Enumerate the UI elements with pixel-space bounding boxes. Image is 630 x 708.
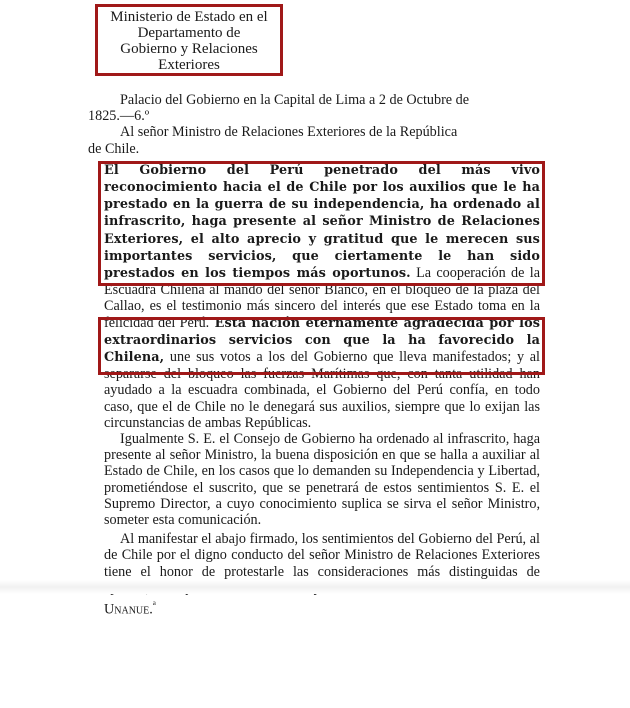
highlighted-text-2: Esta nación eternamente agradecida por los extraordinarios servicios con que la ha favorecido la Chilena, — [104, 315, 541, 366]
signature-mark: ᵃ — [152, 597, 157, 612]
header-line: Departamento de — [137, 25, 241, 41]
date-text: Palacio del Gobierno en la Capital de Lima a 2 de Octubre de — [120, 92, 470, 108]
address-text-2: de Chile. — [88, 140, 140, 157]
paragraph-2: Igualmente S. E. el Consejo de Gobierno ha ordenado al infrascrito, haga presente al señor Ministro, la buena disposición en que se halla a auxiliar al Estado de Chile, en los casos que lo demanden su Independencia y Libertad, prometiéndose el suscrito, que se penetrará de estos sentimientos S. E. el Supremo Director, a cuyo conocimiento suplica se sirva el señor Ministro, someter esta comunicación. — [104, 431, 540, 529]
highlighted-text: El Gobierno del Perú penetrado del más vivo reconocimiento hacia el de Chile por los auxilios que le ha prestado en la guerra de su independencia, ha ordenado al infrascrito, haga presente al señor Ministro de Relaciones Exteriores, el alto aprecio y gratitud que le merecen sus importantes servicios, que ciertamente le han sido prestados en los tiempos más oportunos. — [104, 162, 540, 282]
address-line — [88, 124, 540, 157]
header-line: Gobierno y Relaciones — [120, 41, 258, 57]
letter-body — [88, 92, 541, 618]
ministry-header-box — [95, 4, 283, 76]
address-text: Al señor Ministro de Relaciones Exteriores de la República — [120, 124, 458, 141]
scan-fold-shadow — [0, 580, 630, 594]
paragraph-text-2: une sus votos a los del Gobierno que lleva manifestados; y al separarse del bloqueo las fuerzas Marítimas que, con tanta utilidad han ayudado a la escuadra combinada, el Gobierno del Perú confía, en todo caso, que el de Chile no le denegará sus auxilios, siempre que lo exijan las circunstancias de ambas Repúblicas. — [104, 349, 540, 431]
paragraph-text-3: Al manifestar el abajo firmado, los sentimientos del Gobierno del Perú, al de Chile por el digno conducto del señor Ministro de Relaciones Exteriores tiene el honor de protestarle las consideraciones más distinguidas de — [104, 531, 540, 580]
paragraph-1 — [104, 162, 540, 431]
header-line: Ministerio de Estado en el — [110, 9, 268, 25]
date-line — [88, 92, 540, 125]
header-line: Exteriores — [158, 57, 220, 73]
date-text-2: 1825.—6.º — [88, 108, 150, 125]
signature: Unanue. — [104, 601, 153, 618]
paragraph-text: La cooperación de la Escuadra Chilena al mando del señor Blanco, en el bloqueo de la plaza del Callao, es el testimonio más sincero del interés que ese Estado toma en la felicidad del Perú. — [104, 265, 540, 331]
paragraph-3 — [104, 531, 540, 618]
